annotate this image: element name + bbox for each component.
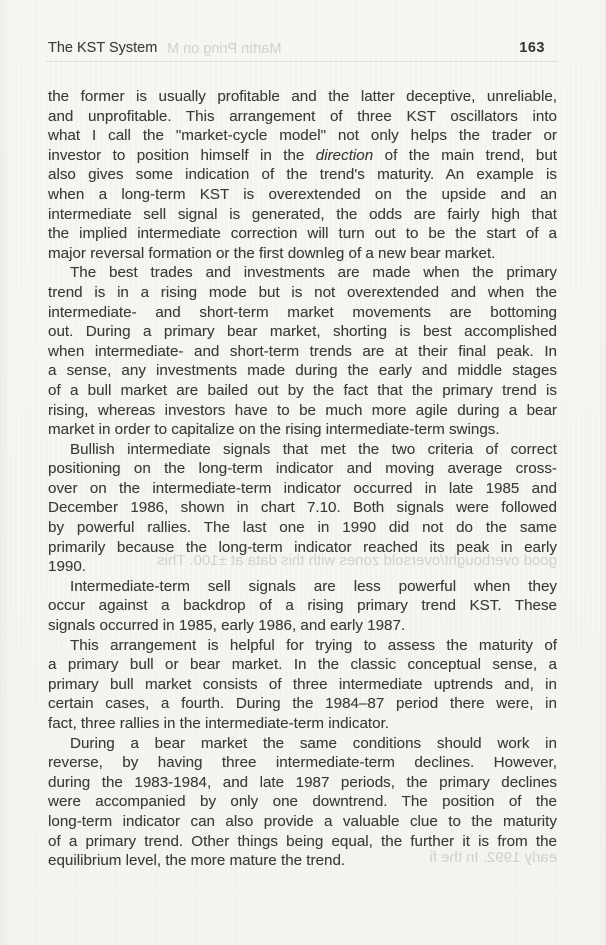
text-line: primary bull market consists of three intermediate uptrends and, in <box>48 675 557 693</box>
page-header <box>48 40 556 56</box>
text-line: during the 1983-1984, and late 1987 periods, the primary declines <box>48 773 557 791</box>
text-line: a sense, any investments made during the early and middle stages <box>48 362 557 380</box>
text-line: primarily because the long-term indicator reached its peak in early <box>48 538 557 556</box>
text-line: trend is in a rising mode but is not overextended and when the <box>48 283 557 301</box>
text-line: Bullish intermediate signals that met the two criteria of correct <box>70 440 557 458</box>
text-line: fact, three rallies in the intermediate-term indicator. <box>48 715 390 732</box>
bleed-through-text-header: Martin Pring on M <box>167 41 282 57</box>
text-line: reverse, by having three intermediate-term declines. However, <box>48 754 557 772</box>
bleed-through-text-bottom: early 1992. In the fi <box>429 849 557 866</box>
paragraph <box>48 263 557 439</box>
text-line: what I call the "market-cycle model" not only helps the trader or <box>48 127 557 145</box>
header-rule <box>46 61 558 62</box>
text-line: when a long-term KST is overextended on the upside and an <box>48 185 557 203</box>
text-line: This arrangement is helpful for trying to assess the maturity of <box>70 636 557 654</box>
text-line: Intermediate-term sell signals are less powerful when they <box>70 577 557 595</box>
text-line: signals occurred in 1985, early 1986, and early 1987. <box>48 617 406 635</box>
running-title: The KST System <box>48 40 158 56</box>
text-line: intermediate sell signal is generated, the odds are fairly high that <box>48 205 557 223</box>
text-line: of a primary trend. Other things being equal, the further it is from the <box>48 832 557 850</box>
text-line: over on the intermediate-term indicator occurred in late 1985 and <box>48 479 557 497</box>
paragraph <box>48 87 557 263</box>
paragraph <box>48 636 557 734</box>
text-line: long-term indicator can also provide a valuable clue to the maturity <box>48 812 557 830</box>
text-line: of a bull market are bailed out by the fact that the primary trend is <box>48 381 557 399</box>
text-line: rising, whereas investors have to be much more agile during a bear <box>48 401 557 419</box>
text-line: also gives some indication of the trend's maturity. An example is <box>48 166 557 184</box>
paragraph <box>48 440 557 577</box>
text-line: certain cases, a fourth. During the 1984–87 period there were, in <box>48 695 557 713</box>
bleed-through-text-mid: good overbought/oversold zones with this data at ±100. This <box>157 552 557 569</box>
text-line: The best trades and investments are made when the primary <box>70 264 557 282</box>
paragraph <box>48 734 557 871</box>
text-line: During a bear market the same conditions should work in <box>70 734 557 752</box>
text-line: the implied intermediate correction will turn out to be the start of a <box>48 225 557 243</box>
text-line: and unprofitable. This arrangement of three KST oscillators into <box>48 107 557 125</box>
text-line: market in order to capitalize on the rising intermediate-term swings. <box>48 421 500 439</box>
text-line: equilibrium level, the more mature the trend. <box>48 852 346 870</box>
text-line: December 1986, shown in chart 7.10. Both signals were followed <box>48 499 557 517</box>
text-line: 1990. <box>48 558 87 576</box>
body-text <box>48 87 557 871</box>
text-line: intermediate- and short-term market movements are bottoming <box>48 303 557 321</box>
text-line: by powerful rallies. The last one in 1990 did not do the same <box>48 519 557 537</box>
text-line: positioning on the long-term indicator and moving average cross- <box>48 460 557 478</box>
text-line: occur against a backdrop of a rising primary trend KST. These <box>48 597 557 615</box>
text-line: out. During a primary bear market, shorting is best accomplished <box>48 323 557 341</box>
paragraph <box>48 577 557 636</box>
text-line: the former is usually profitable and the latter deceptive, unreliable, <box>48 88 557 105</box>
text-line: major reversal formation or the first downleg of a new bear market. <box>48 244 496 262</box>
text-line: were accompanied by only one downtrend. The position of the <box>48 793 557 811</box>
text-line: investor to position himself in the direction of the main trend, but <box>48 146 557 164</box>
text-line: a primary bull or bear market. In the classic conceptual sense, a <box>48 656 557 674</box>
text-line: when intermediate- and short-term trends are at their final peak. In <box>48 342 557 360</box>
page-number: 163 <box>519 40 545 56</box>
